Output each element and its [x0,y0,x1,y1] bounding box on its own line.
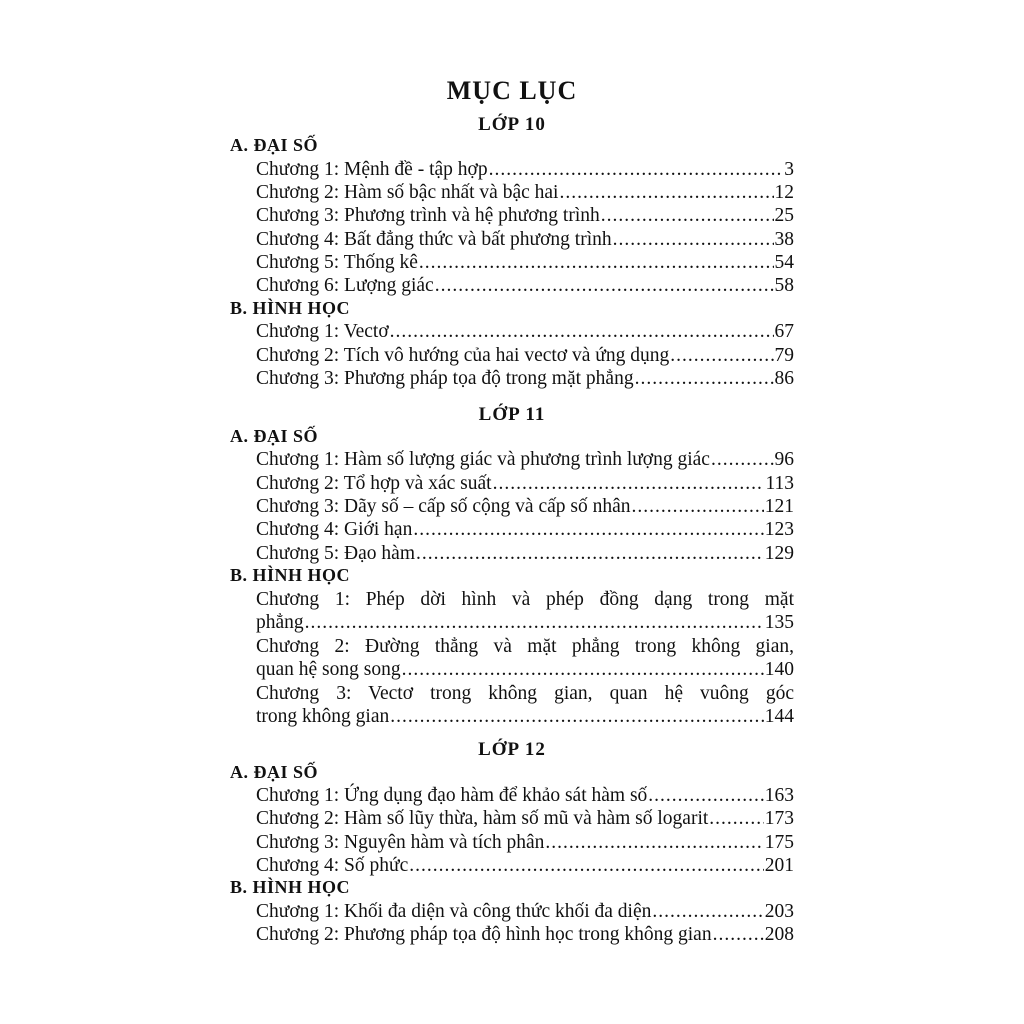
entry-page: 129 [764,543,794,564]
toc-entry[interactable] [256,542,794,565]
entry-label: Chương 3: Phương pháp tọa độ trong mặt phẳng [256,368,634,389]
entry-page: 208 [764,924,794,945]
toc-entry[interactable] [256,784,794,807]
toc-entry[interactable] [256,472,794,495]
toc-entry-line[interactable]: Chương 3: Vectơ trong không gian, quan hệ vuông góc [256,683,794,704]
entry-page: 67 [774,321,794,342]
toc-entry[interactable] [256,228,794,251]
leader-dots [632,495,764,518]
entry-label: Chương 1: Hàm số lượng giác và phương trình lượng giác [256,449,710,470]
entry-page: 144 [764,706,794,727]
entry-page: 113 [765,473,794,494]
entry-label: Chương 2: Tổ hợp và xác suất [256,473,492,494]
toc-entry[interactable] [256,274,794,297]
toc-entry[interactable] [256,367,794,390]
entry-label: Chương 4: Giới hạn [256,519,413,540]
toc-entry[interactable] [256,518,794,541]
entry-page: 96 [774,449,794,470]
leader-dots [652,900,763,923]
leader-dots [419,251,774,274]
entry-page: 123 [764,519,794,540]
entry-label: Chương 4: Số phức [256,855,409,876]
entry-page: 3 [784,159,794,180]
grade-11-heading: LỚP 11 [478,404,546,425]
entry-label: Chương 6: Lượng giác [256,275,434,296]
toc-entry[interactable] [256,705,794,728]
toc-entry[interactable] [256,831,794,854]
entry-label: phẳng [256,612,304,633]
leader-dots [390,705,764,728]
entry-page: 173 [764,808,794,829]
page-title: MỤC LỤC [446,76,578,105]
entry-page: 25 [774,205,794,226]
leader-dots [435,274,774,297]
toc-entry[interactable] [256,344,794,367]
leader-dots [601,204,774,227]
toc-entry[interactable] [256,448,794,471]
entry-page: 58 [774,275,794,296]
entry-page: 201 [764,855,794,876]
leader-dots [709,807,763,830]
leader-dots [305,611,764,634]
leader-dots [613,228,774,251]
leader-dots [493,472,765,495]
grade-12-algebra-heading: A. ĐẠI SỐ [230,762,319,782]
toc-entry[interactable] [256,807,794,830]
leader-dots [545,831,763,854]
leader-dots [390,320,774,343]
entry-label: Chương 2: Hàm số lũy thừa, hàm số mũ và hàm số logarit [256,808,709,829]
toc-entry[interactable] [256,658,794,681]
entry-page: 163 [764,785,794,806]
leader-dots [413,518,763,541]
entry-page: 12 [774,182,794,203]
leader-dots [670,344,773,367]
toc-entry[interactable] [256,611,794,634]
entry-page: 140 [764,659,794,680]
toc-entry[interactable] [256,251,794,274]
toc-entry-line[interactable]: Chương 1: Phép dời hình và phép đồng dạng trong mặt [256,589,794,610]
toc-entry[interactable] [256,320,794,343]
entry-label: Chương 3: Nguyên hàm và tích phân [256,832,545,853]
entry-label: Chương 5: Thống kê [256,252,418,273]
entry-label: Chương 1: Khối đa diện và công thức khối đa diện [256,901,652,922]
grade-10-geometry-heading: B. HÌNH HỌC [230,298,351,318]
entry-page: 79 [774,345,794,366]
entry-label: Chương 1: Vectơ [256,321,389,342]
grade-12-geometry-heading: B. HÌNH HỌC [230,877,351,897]
entry-label: quan hệ song song [256,659,401,680]
toc-entry-line[interactable]: Chương 2: Đường thẳng và mặt phẳng trong không gian, [256,636,794,657]
leader-dots [711,448,774,471]
entry-label: Chương 2: Tích vô hướng của hai vectơ và ứng dụng [256,345,670,366]
entry-page: 38 [774,229,794,250]
entry-page: 135 [764,612,794,633]
toc-entry[interactable] [256,854,794,877]
leader-dots [713,923,764,946]
toc-entry[interactable] [256,181,794,204]
leader-dots [648,784,763,807]
leader-dots [409,854,764,877]
entry-label: Chương 4: Bất đẳng thức và bất phương trình [256,229,612,250]
entry-page: 54 [774,252,794,273]
toc-entry[interactable] [256,923,794,946]
toc-entry[interactable] [256,158,794,181]
grade-10-heading: LỚP 10 [478,114,546,135]
grade-11-geometry-heading: B. HÌNH HỌC [230,565,351,585]
entry-label: Chương 3: Phương trình và hệ phương trình [256,205,600,226]
leader-dots [559,181,773,204]
toc-entry[interactable] [256,495,794,518]
entry-label: Chương 5: Đạo hàm [256,543,415,564]
entry-label: Chương 2: Hàm số bậc nhất và bậc hai [256,182,559,203]
grade-11-algebra-heading: A. ĐẠI SỐ [230,426,319,446]
entry-label: trong không gian [256,706,390,727]
entry-page: 203 [764,901,794,922]
toc-entry[interactable] [256,900,794,923]
toc-entry[interactable] [256,204,794,227]
entry-page: 175 [764,832,794,853]
leader-dots [416,542,764,565]
grade-12-heading: LỚP 12 [478,739,546,760]
entry-label: Chương 3: Dãy số – cấp số cộng và cấp số nhân [256,496,631,517]
entry-label: Chương 1: Mệnh đề - tập hợp [256,159,488,180]
leader-dots [402,658,764,681]
entry-label: Chương 1: Ứng dụng đạo hàm để khảo sát hàm số [256,785,648,806]
entry-page: 86 [774,368,794,389]
entry-label: Chương 2: Phương pháp tọa độ hình học trong không gian [256,924,712,945]
leader-dots [635,367,774,390]
entry-page: 121 [764,496,794,517]
leader-dots [489,158,784,181]
grade-10-algebra-heading: A. ĐẠI SỐ [230,135,319,155]
